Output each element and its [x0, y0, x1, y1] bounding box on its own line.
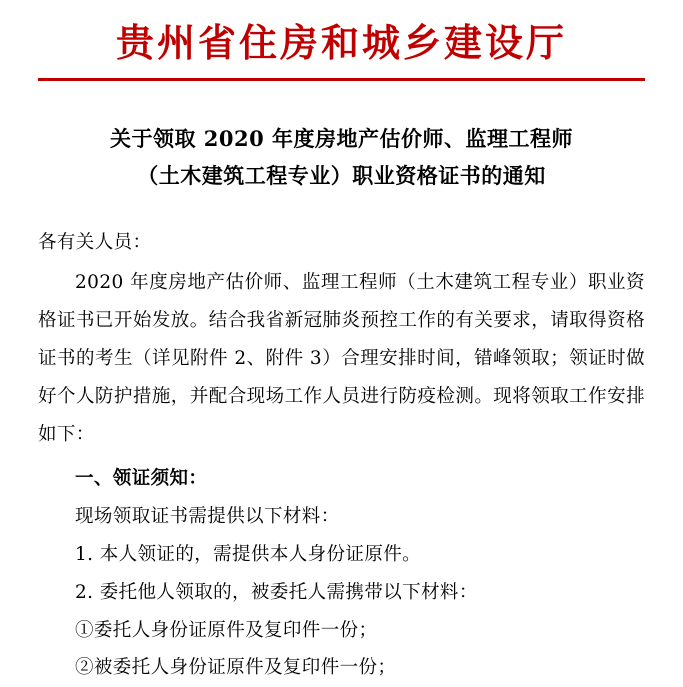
- masthead-divider: [38, 78, 645, 81]
- masthead: [38, 0, 645, 81]
- section-1-intro: 现场领取证书需提供以下材料：: [75, 505, 340, 527]
- requirement-item-2: 2. 委托他人领取的，被委托人需携带以下材料：: [75, 581, 478, 603]
- body-paragraph-1: 2020 年度房地产估价师、监理工程师（土木建筑工程专业）职业资格证书已开始发放。结合我省新冠肺炎预控工作的有关要求，请取得资格证书的考生（详见附件 2、附件 3）合理安排时间，错峰领取；领证时做好个人防护措施，并配合现场工作人员进行防疫检测。现将领取工作安排如下：: [38, 272, 645, 445]
- page-title-line-2: （土木建筑工程专业）职业资格证书的通知: [137, 162, 546, 188]
- page-title: [38, 121, 645, 195]
- requirement-item-2-sub-1: ①委托人身份证原件及复印件一份；: [75, 619, 378, 641]
- document-body: [38, 224, 645, 687]
- requirement-item-2-sub-2: ②被委托人身份证原件及复印件一份；: [75, 657, 397, 679]
- salutation: 各有关人员：: [38, 232, 152, 254]
- issuing-agency-title: 贵州省住房和城乡建设厅: [115, 20, 567, 65]
- requirement-item-1: 1. 本人领证的，需提供本人身份证原件。: [75, 543, 422, 565]
- page-title-line-1: 关于领取 2020 年度房地产估价师、监理工程师: [109, 125, 574, 151]
- section-heading-1: 一、领证须知：: [75, 467, 208, 489]
